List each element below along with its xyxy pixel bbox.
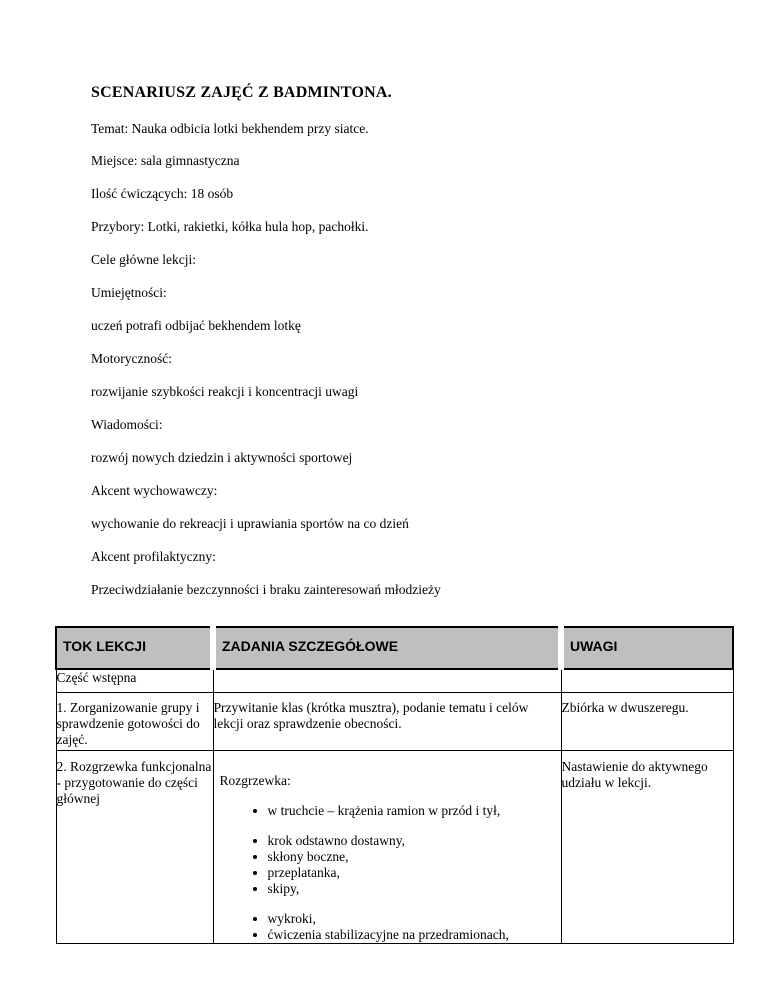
prophylactic-heading: Akcent profilaktyczny:	[91, 549, 216, 564]
list-item: • w truchcie – krążenia ramion w przód i tył,	[268, 803, 555, 819]
knowledge-heading: Wiadomości:	[91, 417, 163, 432]
equipment-line: Przybory: Lotki, rakietki, kółka hula hop, pachołki.	[91, 219, 369, 234]
row2-notes: Nastawienie do aktywnego udziału w lekcji.	[561, 751, 733, 944]
goals-heading: Cele główne lekcji:	[91, 252, 196, 267]
motor-heading: Motoryczność:	[91, 351, 172, 366]
row2-stage: 2. Rozgrzewka funkcjonalna - przygotowanie do części głównej	[56, 751, 213, 944]
lesson-table	[55, 626, 734, 944]
warmup-list-2	[220, 833, 555, 897]
list-item: • skłony boczne,	[268, 849, 555, 865]
section-row	[56, 669, 733, 693]
list-item: • krok odstawno dostawny,	[268, 833, 555, 849]
participants-line: Ilość ćwiczących: 18 osób	[91, 186, 234, 201]
list-item: • wykroki,	[268, 911, 555, 927]
motor-text: rozwijanie szybkości reakcji i koncentracji uwagi	[91, 384, 359, 399]
section-label: Część wstępna	[56, 669, 213, 693]
table-header-row	[56, 627, 733, 669]
skills-text: uczeń potrafi odbijać bekhendem lotkę	[91, 318, 301, 333]
warmup-heading: Rozgrzewka:	[219, 773, 291, 788]
page-title: SCENARIUSZ ZAJĘĆ Z BADMINTONA.	[91, 84, 392, 101]
skills-heading: Umiejętności:	[91, 285, 167, 300]
row1-stage: 1. Zorganizowanie grupy i sprawdzenie gotowości do zajęć.	[56, 693, 213, 751]
header-zadania: ZADANIA SZCZEGÓŁOWE	[213, 627, 561, 669]
list-item: • przeplatanka,	[268, 865, 555, 881]
educational-heading: Akcent wychowawczy:	[91, 483, 218, 498]
list-item: • ćwiczenia stabilizacyjne na przedramionach,	[268, 927, 555, 943]
educational-text: wychowanie do rekreacji i uprawiania sportów na co dzień	[91, 516, 409, 531]
row1-tasks: Przywitanie klas (krótka musztra), podanie tematu i celów lekcji oraz sprawdzenie obecności.	[213, 693, 561, 751]
prophylactic-text: Przeciwdziałanie bezczynności i braku zainteresowań młodzieży	[91, 582, 441, 597]
warmup-list-3	[220, 911, 555, 943]
topic-line: Temat: Nauka odbicia lotki bekhendem przy siatce.	[91, 121, 369, 136]
warmup-list-1	[220, 803, 555, 819]
place-line: Miejsce: sala gimnastyczna	[91, 153, 240, 168]
row1-notes: Zbiórka w dwuszeregu.	[561, 693, 733, 751]
header-tok-lekcji: TOK LEKCJI	[56, 627, 213, 669]
list-item: • skipy,	[268, 881, 555, 897]
table-row	[56, 693, 733, 751]
row2-tasks	[213, 751, 561, 944]
header-uwagi: UWAGI	[561, 627, 733, 669]
table-row	[56, 751, 733, 944]
knowledge-text: rozwój nowych dziedzin i aktywności sportowej	[91, 450, 353, 465]
